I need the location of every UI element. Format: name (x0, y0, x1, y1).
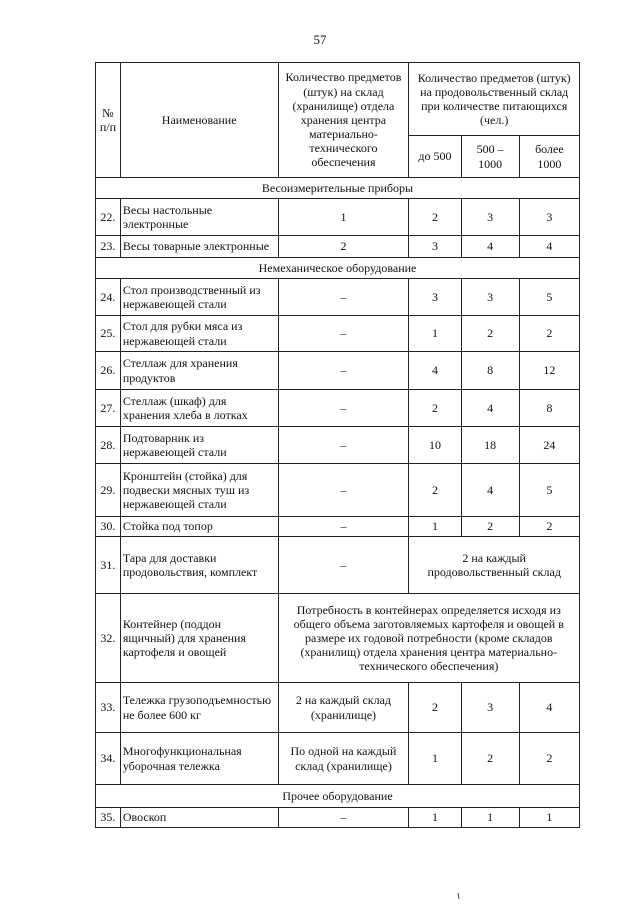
row-g3: 4 (519, 236, 579, 258)
section-title: Весоизмерительные приборы (96, 178, 580, 199)
row-g1: 4 (409, 352, 461, 390)
row-name: Весы товарные электронные (120, 236, 278, 258)
row-g2: 1 (461, 808, 519, 828)
header-food-warehouse-quantity: Количество предметов (штук) на продовольственный склад при количестве питающихся (чел.) (409, 63, 580, 136)
row-number: 33. (96, 683, 121, 733)
row-g3: 5 (519, 279, 579, 316)
row-warehouse: 1 (278, 199, 409, 236)
section-title: Немеханическое оборудование (96, 258, 580, 279)
table-row (96, 808, 580, 828)
row-g2: 4 (461, 390, 519, 427)
row-g1: 2 (409, 464, 461, 517)
row-number: 23. (96, 236, 121, 258)
row-number: 22. (96, 199, 121, 236)
row-number: 25. (96, 316, 121, 352)
row-name: Тележка грузоподъемностью не более 600 кг (120, 683, 278, 733)
row-warehouse: – (278, 808, 409, 828)
row-g1: 1 (409, 316, 461, 352)
row-warehouse: 2 на каждый склад (хранилище) (278, 683, 409, 733)
row-g3: 24 (519, 427, 579, 464)
table-row (96, 279, 580, 316)
row-number: 24. (96, 279, 121, 316)
row-g3: 1 (519, 808, 579, 828)
table-row (96, 316, 580, 352)
row-number: 30. (96, 517, 121, 537)
row-number: 28. (96, 427, 121, 464)
table-row (96, 733, 580, 785)
row-g3: 8 (519, 390, 579, 427)
row-g3: 3 (519, 199, 579, 236)
row-g3: 4 (519, 683, 579, 733)
row-warehouse: 2 (278, 236, 409, 258)
row-name: Весы настольные электронные (120, 199, 278, 236)
row-name: Контейнер (поддон ящичный) для хранения картофеля и овощей (120, 594, 278, 683)
row-name: Стеллаж (шкаф) для хранения хлеба в лотках (120, 390, 278, 427)
row-number: 34. (96, 733, 121, 785)
row-number: 35. (96, 808, 121, 828)
row-number: 32. (96, 594, 121, 683)
row-g3: 2 (519, 733, 579, 785)
row-g1: 3 (409, 279, 461, 316)
table-row (96, 199, 580, 236)
header-group-over-1000: более 1000 (519, 136, 579, 178)
row-g3: 2 (519, 517, 579, 537)
row-g2: 4 (461, 464, 519, 517)
row-g2: 3 (461, 279, 519, 316)
row-g2: 8 (461, 352, 519, 390)
row-warehouse: – (278, 390, 409, 427)
page-number: 57 (313, 32, 327, 47)
row-warehouse: – (278, 517, 409, 537)
table-row (96, 517, 580, 537)
row-name: Подтоварник из нержавеющей стали (120, 427, 278, 464)
row-number: 26. (96, 352, 121, 390)
header-warehouse-quantity: Количество предметов (штук) на склад (хранилище) отдела хранения центра материально-технического обеспечения (278, 63, 409, 178)
row-g1: 1 (409, 808, 461, 828)
section-title: Прочее оборудование (96, 785, 580, 808)
row-warehouse: – (278, 316, 409, 352)
row-g3: 12 (519, 352, 579, 390)
row-warehouse: – (278, 464, 409, 517)
row-g2: 4 (461, 236, 519, 258)
row-warehouse: – (278, 352, 409, 390)
row-name: Овоскоп (120, 808, 278, 828)
row-name: Стол производственный из нержавеющей стали (120, 279, 278, 316)
row-warehouse: – (278, 537, 409, 594)
table-row (96, 427, 580, 464)
header-name: Наименование (120, 63, 278, 178)
header-group-under-500: до 500 (409, 136, 461, 178)
row-g3: 2 (519, 316, 579, 352)
row-g1: 2 (409, 683, 461, 733)
table-row (96, 236, 580, 258)
row-g2: 2 (461, 733, 519, 785)
row-g1: 2 (409, 199, 461, 236)
table-row (96, 537, 580, 594)
header-number: № п/п (96, 63, 121, 178)
row-warehouse: – (278, 279, 409, 316)
table-row (96, 464, 580, 517)
row-g2: 2 (461, 517, 519, 537)
table-row (96, 352, 580, 390)
row-g2: 3 (461, 683, 519, 733)
row-merged-note: Потребность в контейнерах определяется исходя из общего объема заготовляемых картофеля и овощей в размере их годовой потребности (кроме складов (хранилищ) отдела хранения центра материально-технического обеспечения) (278, 594, 579, 683)
row-number: 31. (96, 537, 121, 594)
row-merged-food-warehouse: 2 на каждый продовольственный склад (409, 537, 580, 594)
row-name: Кронштейн (стойка) для подвески мясных туш из нержавеющей стали (120, 464, 278, 517)
row-warehouse: – (278, 427, 409, 464)
row-number: 27. (96, 390, 121, 427)
row-name: Стеллаж для хранения продуктов (120, 352, 278, 390)
row-g1: 2 (409, 390, 461, 427)
header-group-500-1000: 500 – 1000 (461, 136, 519, 178)
row-name: Стойка под топор (120, 517, 278, 537)
row-number: 29. (96, 464, 121, 517)
table-row (96, 683, 580, 733)
row-name: Стол для рубки мяса из нержавеющей стали (120, 316, 278, 352)
row-name: Тара для доставки продовольствия, комплект (120, 537, 278, 594)
row-g1: 10 (409, 427, 461, 464)
row-g3: 5 (519, 464, 579, 517)
row-g2: 2 (461, 316, 519, 352)
table-row (96, 390, 580, 427)
table-row (96, 594, 580, 683)
row-g2: 3 (461, 199, 519, 236)
stray-mark (457, 893, 462, 899)
row-name: Многофункциональная уборочная тележка (120, 733, 278, 785)
row-warehouse: По одной на каждый склад (хранилище) (278, 733, 409, 785)
equipment-table (95, 62, 580, 828)
row-g1: 3 (409, 236, 461, 258)
row-g1: 1 (409, 517, 461, 537)
row-g1: 1 (409, 733, 461, 785)
row-g2: 18 (461, 427, 519, 464)
